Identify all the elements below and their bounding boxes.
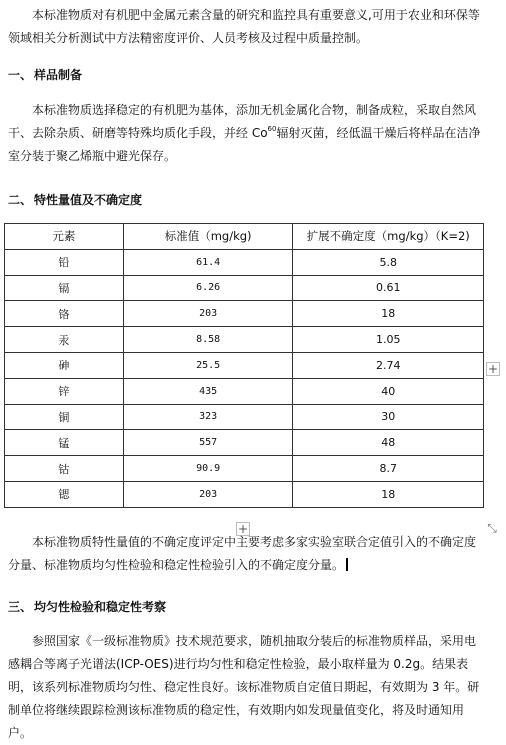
section-1-text-b: 辐射灭菌，经低温干燥后将样品在洁净室分装于聚乙烯瓶中避光保存。 — [8, 126, 481, 163]
text-cursor — [346, 558, 348, 571]
cell-value[interactable]: 323 — [123, 404, 293, 430]
cell-uncertainty[interactable]: 5.8 — [293, 249, 484, 275]
table-row — [5, 275, 484, 301]
isotope-superscript: 60 — [267, 125, 277, 133]
cell-uncertainty[interactable]: 0.61 — [293, 275, 484, 301]
header-standard-value: 标准值（mg/kg) — [123, 224, 293, 250]
cell-element[interactable]: 钴 — [5, 456, 124, 482]
cell-value[interactable]: 61.4 — [123, 249, 293, 275]
header-element: 元素 — [5, 224, 124, 250]
table-row — [5, 404, 484, 430]
cell-value[interactable]: 25.5 — [123, 352, 293, 378]
table-row — [5, 378, 484, 404]
add-column-icon[interactable]: + — [487, 362, 499, 376]
property-values-table[interactable] — [4, 223, 484, 508]
section-1-heading — [8, 66, 82, 83]
section-2-number: 二、 — [8, 193, 33, 207]
cell-value[interactable]: 90.9 — [123, 456, 293, 482]
cell-element[interactable]: 铜 — [5, 404, 124, 430]
cell-uncertainty[interactable]: 8.7 — [293, 456, 484, 482]
table-row — [5, 430, 484, 456]
add-row-icon[interactable]: + — [237, 522, 249, 536]
cell-element[interactable]: 锶 — [5, 481, 124, 507]
cell-uncertainty[interactable]: 2.74 — [293, 352, 484, 378]
section-1-title: 样品制备 — [34, 68, 83, 82]
cell-value[interactable]: 435 — [123, 378, 293, 404]
cell-value[interactable]: 203 — [123, 481, 293, 507]
cell-value[interactable]: 557 — [123, 430, 293, 456]
header-uncertainty: 扩展不确定度（mg/kg）（K=2) — [293, 224, 484, 250]
cell-element[interactable]: 铬 — [5, 301, 124, 327]
table-row — [5, 301, 484, 327]
cell-uncertainty[interactable]: 48 — [293, 430, 484, 456]
section-3-number: 三、 — [8, 600, 33, 614]
cell-uncertainty[interactable]: 1.05 — [293, 327, 484, 353]
section-3-title: 均匀性检验和稳定性考察 — [34, 600, 167, 614]
section-1-number: 一、 — [8, 68, 33, 82]
cell-element[interactable]: 锰 — [5, 430, 124, 456]
cell-uncertainty[interactable]: 40 — [293, 378, 484, 404]
uncertainty-note-text: 本标准物质特性量值的不确定度评定中主要考虑多家实验室联合定值引入的不确定度分量、标准物质均匀性检验和稳定性检验引入的不确定度分量。 — [8, 535, 477, 572]
table-row — [5, 327, 484, 353]
section-3-paragraph: 参照国家《一级标准物质》技术规范要求，随机抽取分装后的标准物质样品，采用电感耦合等离子光谱法(ICP-OES)进行均匀性和稳定性检验，最小取样量为 0.2g。结果表明，该系列标准物质均匀性、稳定性良好。该标准物质自定值日期起，有效期为 3 年。研制单位将继续跟踪检测该标准物质的稳定性，有效期内如发现量值变化，将及时通知用户。 — [8, 634, 480, 740]
cell-element[interactable]: 锌 — [5, 378, 124, 404]
section-3-heading — [8, 598, 166, 615]
cell-uncertainty[interactable]: 18 — [293, 481, 484, 507]
table-resize-handle-icon[interactable]: ⤡ — [487, 521, 497, 535]
table-row — [5, 249, 484, 275]
section-2-heading — [8, 191, 142, 208]
section-1-text-a: 本标准物质选择稳定的有机肥为基体，添加无机金属化合物，制备成粒，采取自然风干、去除杂质、研磨等特殊均质化手段，并经 Co — [8, 103, 477, 140]
cell-uncertainty[interactable]: 30 — [293, 404, 484, 430]
cell-element[interactable]: 汞 — [5, 327, 124, 353]
table-row — [5, 352, 484, 378]
cell-element[interactable]: 铅 — [5, 249, 124, 275]
intro-paragraph: 本标准物质对有机肥中金属元素含量的研究和监控具有重要意义,可用于农业和环保等领域相关分析测试中方法精密度评价、人员考核及过程中质量控制。 — [8, 8, 480, 45]
uncertainty-note-paragraph[interactable] — [8, 531, 486, 577]
table-row — [5, 456, 484, 482]
table-header-row — [5, 224, 484, 250]
cell-value[interactable]: 8.58 — [123, 327, 293, 353]
cell-value[interactable]: 203 — [123, 301, 293, 327]
cell-element[interactable]: 镉 — [5, 275, 124, 301]
section-2-title: 特性量值及不确定度 — [34, 193, 143, 207]
cell-element[interactable]: 砷 — [5, 352, 124, 378]
section-1-paragraph — [8, 99, 486, 168]
table-row — [5, 481, 484, 507]
cell-uncertainty[interactable]: 18 — [293, 301, 484, 327]
cell-value[interactable]: 6.26 — [123, 275, 293, 301]
